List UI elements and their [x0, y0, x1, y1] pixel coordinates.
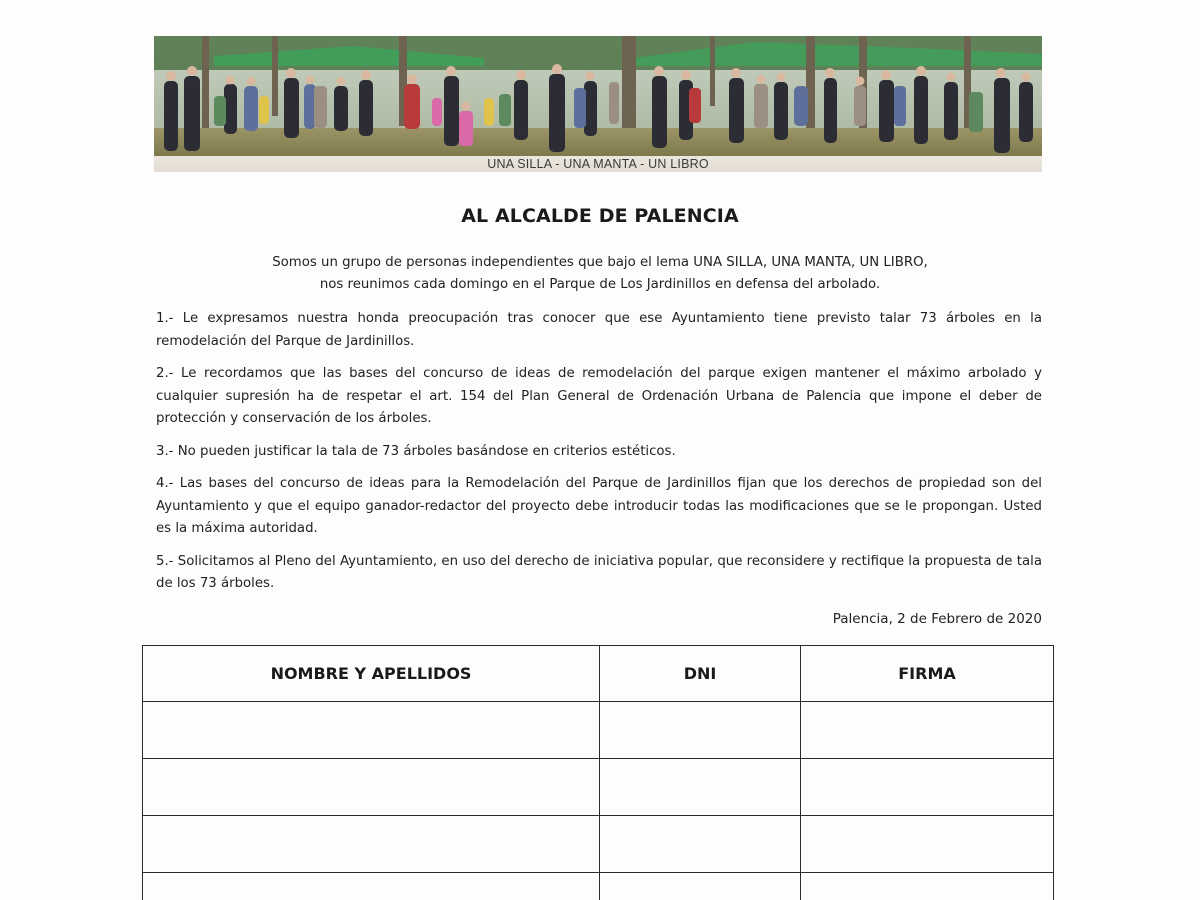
table-row [143, 873, 1054, 900]
table-row [143, 702, 1054, 759]
column-header-name: NOMBRE Y APELLIDOS [143, 646, 600, 702]
petition-point: 2.- Le recordamos que las bases del concurso de ideas de remodelación del parque exigen mantener el máximo arbolado y cualquier supresión ha de respetar el art. 154 del Plan General de Ordenación Urbana de Palencia que impone el deber de protección y conservación de los árboles. [156, 366, 1042, 426]
dni-cell[interactable] [600, 816, 801, 873]
intro-paragraph [200, 252, 1000, 296]
name-cell[interactable] [143, 759, 600, 816]
crowd-photo-image [154, 36, 1042, 156]
intro-line: nos reunimos cada domingo en el Parque de Los Jardinillos en defensa del arbolado. [319, 277, 881, 292]
table-row [143, 816, 1054, 873]
signature-cell[interactable] [801, 873, 1054, 900]
signature-date: Palencia, 2 de Febrero de 2020 [832, 611, 1042, 627]
signature-cell[interactable] [801, 702, 1054, 759]
petition-point: 3.- No pueden justificar la tala de 73 árboles basándose en criterios estéticos. [156, 443, 676, 459]
page-title: AL ALCALDE DE PALENCIA [461, 205, 739, 227]
intro-line: Somos un grupo de personas independientes que bajo el lema UNA SILLA, UNA MANTA, UN LIBRO, [272, 255, 928, 270]
petition-points [156, 308, 1042, 606]
name-cell[interactable] [143, 702, 600, 759]
petition-point: 4.- Las bases del concurso de ideas para la Remodelación del Parque de Jardinillos fijan que los derechos de propiedad son del Ayuntamiento y que el equipo ganador-redactor del proyecto debe introducir todas las modificaciones que se le propongan. Usted es la máxima autoridad. [156, 476, 1042, 536]
table-row [143, 759, 1054, 816]
petition-point: 1.- Le expresamos nuestra honda preocupación tras conocer que ese Ayuntamiento tiene previsto talar 73 árboles en la remodelación del Parque de Jardinillos. [156, 311, 1042, 349]
dni-cell[interactable] [600, 759, 801, 816]
signature-cell[interactable] [801, 759, 1054, 816]
banner-caption: UNA SILLA - UNA MANTA - UN LIBRO [154, 156, 1042, 172]
signature-table [142, 645, 1054, 900]
petition-point: 5.- Solicitamos al Pleno del Ayuntamiento, en uso del derecho de iniciativa popular, que reconsidere y rectifique la propuesta de tala de los 73 árboles. [156, 553, 1042, 591]
column-header-dni: DNI [600, 646, 801, 702]
table-header-row [143, 646, 1054, 702]
signature-cell[interactable] [801, 816, 1054, 873]
dni-cell[interactable] [600, 702, 801, 759]
banner-photo [154, 36, 1042, 156]
name-cell[interactable] [143, 873, 600, 900]
dni-cell[interactable] [600, 873, 801, 900]
column-header-signature: FIRMA [801, 646, 1054, 702]
name-cell[interactable] [143, 816, 600, 873]
